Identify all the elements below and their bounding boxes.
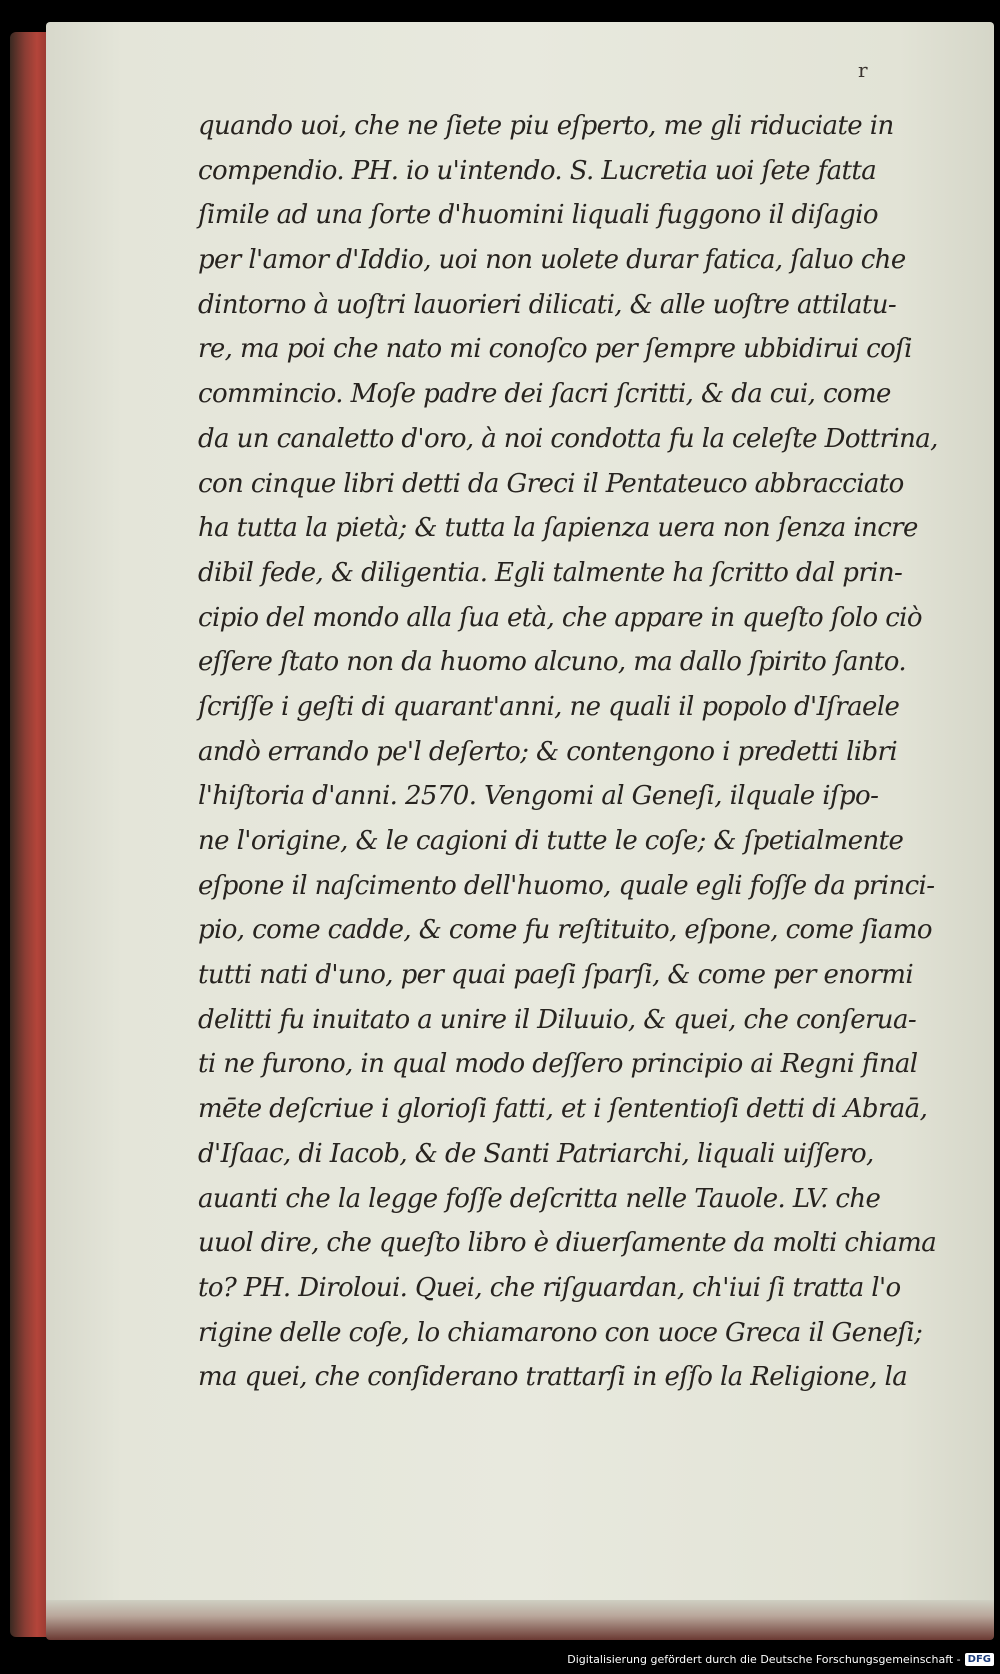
text-line: andò errando pe'l deſerto; & contengono i predetti libri [198,736,898,767]
text-line: con cinque libri detti da Greci il Pentateuco abbracciato [198,468,904,499]
text-block [198,104,958,1400]
text-line: ſcriſſe i geſti di quarant'anni, ne quali il popolo d'Iſraele [198,691,900,722]
dfg-logo: DFG [965,1653,994,1666]
text-line: commincio. Moſe padre dei ſacri ſcritti, & da cui, come [198,379,891,410]
text-line: mēte deſcriue i glorioſi fatti, et i ſententioſi detti di Abraā, [198,1094,928,1125]
text-line: re, ma poi che nato mi conoſco per ſempre ubbidirui coſi [198,334,912,365]
text-line: dintorno à uoſtri lauorieri dilicati, & alle uoſtre attilatu- [198,289,897,320]
text-line: ha tutta la pietà; & tutta la ſapienza uera non ſenza incre [198,513,918,544]
text-line: ma quei, che conſiderano trattarſi in eſſo la Religione, la [198,1362,908,1393]
digitization-credit [567,1653,994,1666]
text-line: uuol dire, che queſto libro è diuerſamente da molti chiama [198,1228,937,1259]
text-line: ti ne furono, in qual modo deſſero principio ai Regni final [198,1049,918,1080]
credit-text: Digitalisierung gefördert durch die Deutsche Forschungsgemeinschaft - [567,1653,961,1666]
text-line: ſimile ad una ſorte d'huomini liquali fuggono il diſagio [198,200,878,231]
text-line: delitti fu inuitato a unire il Diluuio, & quei, che conſerua- [198,1004,917,1035]
text-line: dibil fede, & diligentia. Egli talmente ha ſcritto dal prin- [198,557,903,588]
text-line: eſpone il naſcimento dell'huomo, quale egli foſſe da princi- [198,870,935,901]
signature-mark: r [858,58,868,82]
text-line: da un canaletto d'oro, à noi condotta fu la celeſte Dottrina, [198,423,938,454]
text-line: compendio. PH. io u'intendo. S. Lucretia uoi ſete fatta [198,155,877,186]
text-line: eſſere ſtato non da huomo alcuno, ma dallo ſpirito ſanto. [198,647,907,678]
text-line: to? PH. Diroloui. Quei, che riſguardan, ch'iui ſi tratta l'o [198,1272,901,1303]
text-line: pio, come cadde, & come fu reſtituito, eſpone, come ſiamo [198,915,932,946]
text-line: quando uoi, che ne ſiete piu eſperto, me gli riduciate in [198,111,894,141]
text-line: l'hiſtoria d'anni. 2570. Vengomi al Geneſi, ilquale iſpo- [198,781,879,812]
text-line: ne l'origine, & le cagioni di tutte le coſe; & ſpetialmente [198,826,904,856]
page-bottom-edge [46,1600,994,1640]
text-line: per l'amor d'Iddio, uoi non uolete durar fatica, ſaluo che [198,245,906,276]
text-line: cipio del mondo alla ſua età, che appare in queſto ſolo ciò [198,602,922,633]
text-line: rigine delle coſe, lo chiamarono con uoce Greca il Geneſi; [198,1317,923,1348]
text-line: tutti nati d'uno, per quai paeſi ſparſi, & come per enormi [198,960,914,991]
text-line: d'Iſaac, di Iacob, & de Santi Patriarchi, liquali uiſſero, [198,1138,874,1169]
text-line: auanti che la legge foſſe deſcritta nelle Tauole. LV. che [198,1183,881,1214]
